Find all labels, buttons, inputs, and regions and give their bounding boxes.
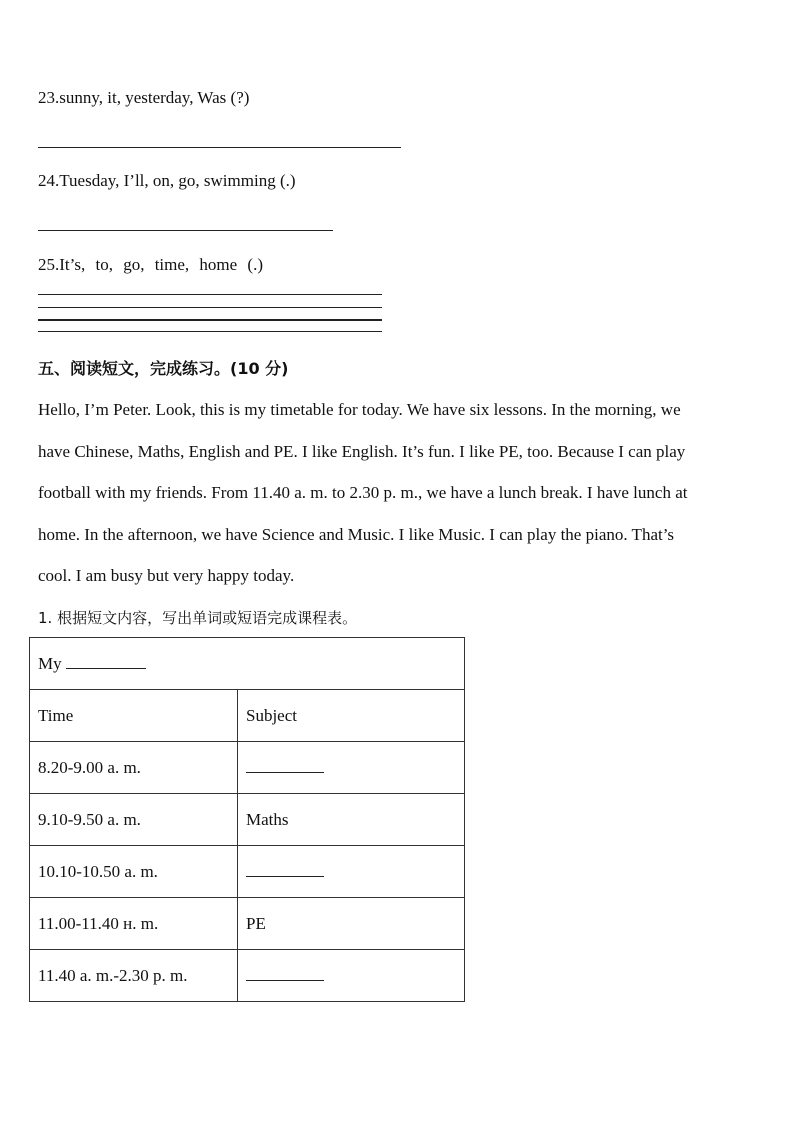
time-cell: 11.00-11.40 н. m.	[30, 898, 238, 950]
timetable-title-row	[30, 638, 465, 690]
time-cell: 10.10-10.50 a. m.	[30, 846, 238, 898]
subject-cell	[238, 846, 465, 898]
table-row	[30, 898, 465, 950]
header-subject: Subject	[238, 690, 465, 742]
timetable-title-blank[interactable]	[66, 654, 146, 669]
timetable-header-row	[30, 690, 465, 742]
task-instruction: 1. 根据短文内容，写出单词或短语完成课程表。	[38, 609, 358, 627]
question-text: It’s, to, go, time, home (.)	[59, 255, 264, 274]
timetable	[29, 637, 465, 1002]
table-row	[30, 742, 465, 794]
subject-cell: PE	[238, 898, 465, 950]
answer-line-25c[interactable]	[38, 319, 382, 321]
answer-line-25d[interactable]	[38, 331, 382, 332]
time-cell: 11.40 a. m.-2.30 p. m.	[30, 950, 238, 1002]
time-cell: 8.20-9.00 a. m.	[30, 742, 238, 794]
subject-cell: Maths	[238, 794, 465, 846]
question-number: 23.	[38, 88, 60, 107]
time-cell: 9.10-9.50 a. m.	[30, 794, 238, 846]
subject-blank[interactable]	[246, 758, 324, 773]
question-text: sunny, it, yesterday, Was (?)	[59, 88, 250, 107]
header-time: Time	[30, 690, 238, 742]
table-row	[30, 846, 465, 898]
passage-line: cool. I am busy but very happy today.	[38, 566, 295, 585]
question-25	[38, 255, 263, 275]
question-number: 25.	[38, 255, 60, 274]
answer-line-23[interactable]	[38, 147, 401, 148]
question-24	[38, 171, 296, 191]
table-row	[30, 950, 465, 1002]
subject-cell	[238, 742, 465, 794]
section-title: 五、阅读短文，完成练习。(10 分)	[38, 359, 289, 378]
timetable-title-prefix: My	[38, 653, 62, 673]
question-text: Tuesday, I’ll, on, go, swimming (.)	[59, 171, 296, 190]
table-row	[30, 794, 465, 846]
subject-blank[interactable]	[246, 862, 324, 877]
answer-line-25b[interactable]	[38, 307, 382, 308]
passage-line: Hello, I’m Peter. Look, this is my timetable for today. We have six lessons. In the morning, we	[38, 400, 681, 419]
passage-line: football with my friends. From 11.40 a. m. to 2.30 p. m., we have a lunch break. I have lunch at	[38, 483, 688, 502]
timetable-title-cell	[30, 638, 465, 690]
subject-blank[interactable]	[246, 966, 324, 981]
passage-line: have Chinese, Maths, English and PE. I like English. It’s fun. I like PE, too. Because I can play	[38, 442, 686, 461]
passage-line: home. In the afternoon, we have Science and Music. I like Music. I can play the piano. That’s	[38, 525, 675, 544]
answer-line-24[interactable]	[38, 230, 333, 231]
answer-line-25a[interactable]	[38, 294, 382, 295]
subject-cell	[238, 950, 465, 1002]
question-23	[38, 88, 249, 108]
question-number: 24.	[38, 171, 60, 190]
